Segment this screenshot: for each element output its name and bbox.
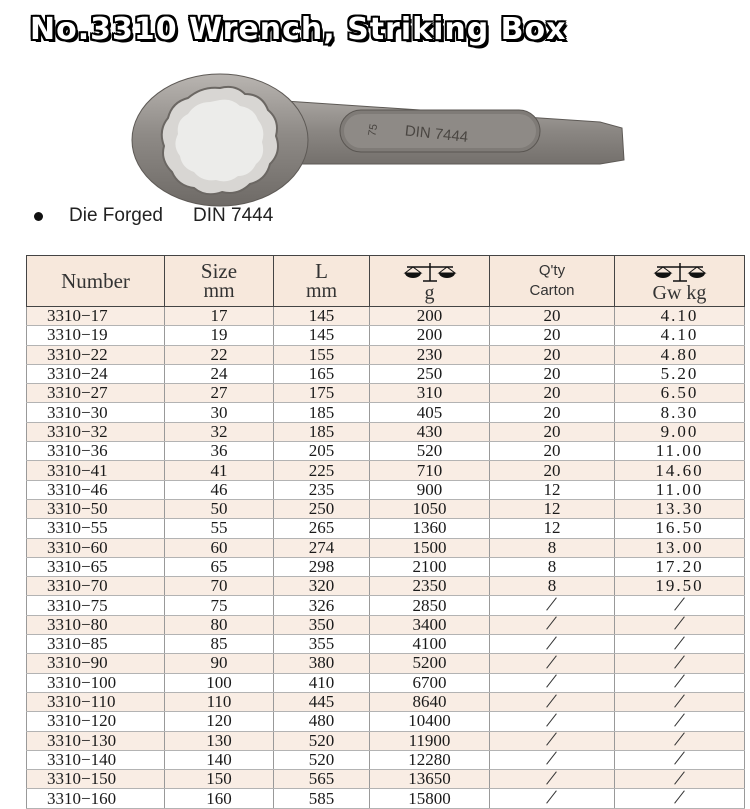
cell-qty: 12	[490, 480, 615, 499]
not-available-mark	[673, 790, 687, 804]
header-weight: g	[370, 256, 490, 307]
cell-length: 175	[274, 384, 370, 403]
cell-size: 19	[165, 326, 274, 345]
page-title: No.3310 Wrench, Striking Box	[30, 12, 567, 47]
table-row	[27, 364, 745, 383]
cell-gw	[615, 673, 745, 692]
cell-gw	[615, 770, 745, 789]
cell-number: 3310−24	[27, 364, 165, 383]
cell-qty: 20	[490, 442, 615, 461]
cell-weight: 250	[370, 364, 490, 383]
cell-size: 75	[165, 596, 274, 615]
cell-number: 3310−41	[27, 461, 165, 480]
cell-size: 130	[165, 731, 274, 750]
cell-gw: 17.20	[615, 557, 745, 576]
cell-qty: 20	[490, 403, 615, 422]
cell-qty	[490, 731, 615, 750]
cell-number: 3310−80	[27, 615, 165, 634]
cell-size: 36	[165, 442, 274, 461]
cell-number: 3310−30	[27, 403, 165, 422]
cell-weight: 230	[370, 345, 490, 364]
cell-gw	[615, 635, 745, 654]
cell-qty	[490, 635, 615, 654]
table-row	[27, 615, 745, 634]
not-available-mark	[545, 597, 559, 611]
scale-icon	[653, 261, 707, 283]
cell-number: 3310−110	[27, 692, 165, 711]
not-available-mark	[673, 674, 687, 688]
not-available-mark	[545, 694, 559, 708]
cell-number: 3310−46	[27, 480, 165, 499]
table-row	[27, 673, 745, 692]
table-row	[27, 692, 745, 711]
cell-weight: 6700	[370, 673, 490, 692]
cell-number: 3310−70	[27, 577, 165, 596]
cell-length: 185	[274, 422, 370, 441]
cell-size: 24	[165, 364, 274, 383]
table-row	[27, 770, 745, 789]
cell-size: 60	[165, 538, 274, 557]
cell-size: 41	[165, 461, 274, 480]
cell-gw: 13.30	[615, 499, 745, 518]
cell-size: 70	[165, 577, 274, 596]
cell-number: 3310−22	[27, 345, 165, 364]
not-available-mark	[673, 771, 687, 785]
cell-qty: 8	[490, 538, 615, 557]
not-available-mark	[545, 713, 559, 727]
not-available-mark	[673, 616, 687, 630]
cell-qty: 20	[490, 384, 615, 403]
cell-weight: 10400	[370, 712, 490, 731]
cell-number: 3310−17	[27, 307, 165, 326]
cell-size: 85	[165, 635, 274, 654]
cell-qty: 20	[490, 364, 615, 383]
cell-gw: 11.00	[615, 480, 745, 499]
cell-number: 3310−27	[27, 384, 165, 403]
cell-qty: 20	[490, 461, 615, 480]
not-available-mark	[673, 597, 687, 611]
cell-weight: 5200	[370, 654, 490, 673]
cell-length: 585	[274, 789, 370, 808]
cell-number: 3310−90	[27, 654, 165, 673]
cell-weight: 405	[370, 403, 490, 422]
header-qty: Q'ty Carton	[490, 256, 615, 307]
cell-number: 3310−65	[27, 557, 165, 576]
cell-length: 480	[274, 712, 370, 731]
cell-qty	[490, 596, 615, 615]
cell-weight: 900	[370, 480, 490, 499]
cell-gw	[615, 615, 745, 634]
table-row	[27, 499, 745, 518]
feature-list	[30, 205, 273, 227]
cell-length: 350	[274, 615, 370, 634]
cell-weight: 2350	[370, 577, 490, 596]
cell-weight: 2100	[370, 557, 490, 576]
cell-gw: 9.00	[615, 422, 745, 441]
cell-gw	[615, 750, 745, 769]
cell-qty: 12	[490, 499, 615, 518]
cell-length: 410	[274, 673, 370, 692]
not-available-mark	[545, 655, 559, 669]
cell-qty	[490, 750, 615, 769]
cell-size: 120	[165, 712, 274, 731]
table-row	[27, 442, 745, 461]
cell-gw: 4.80	[615, 345, 745, 364]
cell-size: 100	[165, 673, 274, 692]
not-available-mark	[545, 771, 559, 785]
cell-length: 265	[274, 519, 370, 538]
cell-length: 520	[274, 750, 370, 769]
table-header-row	[27, 256, 745, 307]
cell-gw: 11.00	[615, 442, 745, 461]
cell-number: 3310−140	[27, 750, 165, 769]
table-row	[27, 557, 745, 576]
cell-size: 55	[165, 519, 274, 538]
wrench-image	[130, 60, 630, 210]
cell-length: 355	[274, 635, 370, 654]
cell-length: 274	[274, 538, 370, 557]
cell-qty: 8	[490, 557, 615, 576]
cell-number: 3310−130	[27, 731, 165, 750]
cell-length: 165	[274, 364, 370, 383]
not-available-mark	[545, 674, 559, 688]
table-row	[27, 326, 745, 345]
cell-length: 145	[274, 307, 370, 326]
table-row	[27, 596, 745, 615]
table-row	[27, 577, 745, 596]
cell-weight: 520	[370, 442, 490, 461]
cell-weight: 2850	[370, 596, 490, 615]
not-available-mark	[673, 751, 687, 765]
table-row	[27, 712, 745, 731]
cell-weight: 1500	[370, 538, 490, 557]
cell-length: 298	[274, 557, 370, 576]
not-available-mark	[545, 751, 559, 765]
cell-length: 445	[274, 692, 370, 711]
cell-number: 3310−75	[27, 596, 165, 615]
cell-gw	[615, 692, 745, 711]
cell-qty	[490, 692, 615, 711]
header-size: Size mm	[165, 256, 274, 307]
cell-weight: 13650	[370, 770, 490, 789]
not-available-mark	[545, 732, 559, 746]
cell-length: 225	[274, 461, 370, 480]
table-row	[27, 307, 745, 326]
cell-size: 17	[165, 307, 274, 326]
table-row	[27, 345, 745, 364]
cell-gw: 13.00	[615, 538, 745, 557]
cell-size: 27	[165, 384, 274, 403]
cell-gw: 14.60	[615, 461, 745, 480]
scale-icon	[403, 261, 457, 283]
cell-weight: 12280	[370, 750, 490, 769]
cell-size: 30	[165, 403, 274, 422]
table-row	[27, 635, 745, 654]
cell-size: 22	[165, 345, 274, 364]
cell-size: 32	[165, 422, 274, 441]
cell-size: 80	[165, 615, 274, 634]
cell-number: 3310−85	[27, 635, 165, 654]
cell-gw	[615, 712, 745, 731]
cell-length: 205	[274, 442, 370, 461]
cell-size: 150	[165, 770, 274, 789]
cell-length: 326	[274, 596, 370, 615]
cell-gw: 16.50	[615, 519, 745, 538]
cell-size: 160	[165, 789, 274, 808]
cell-number: 3310−50	[27, 499, 165, 518]
feature-standard: DIN 7444	[193, 205, 274, 226]
wrench-engraving: DIN 7444	[404, 122, 469, 146]
cell-gw	[615, 731, 745, 750]
table-row	[27, 789, 745, 808]
cell-gw	[615, 654, 745, 673]
cell-gw: 5.20	[615, 364, 745, 383]
cell-qty	[490, 770, 615, 789]
cell-qty: 20	[490, 345, 615, 364]
cell-weight: 3400	[370, 615, 490, 634]
cell-weight: 430	[370, 422, 490, 441]
cell-size: 46	[165, 480, 274, 499]
cell-qty: 20	[490, 307, 615, 326]
wrench-size-mark: 75	[366, 123, 381, 138]
not-available-mark	[545, 790, 559, 804]
cell-gw: 6.50	[615, 384, 745, 403]
cell-qty	[490, 789, 615, 808]
cell-number: 3310−55	[27, 519, 165, 538]
cell-number: 3310−100	[27, 673, 165, 692]
cell-number: 3310−32	[27, 422, 165, 441]
not-available-mark	[545, 616, 559, 630]
cell-gw: 8.30	[615, 403, 745, 422]
cell-weight: 4100	[370, 635, 490, 654]
cell-qty	[490, 654, 615, 673]
table-row	[27, 538, 745, 557]
cell-length: 520	[274, 731, 370, 750]
cell-size: 110	[165, 692, 274, 711]
cell-weight: 310	[370, 384, 490, 403]
cell-gw: 19.50	[615, 577, 745, 596]
spec-table	[26, 255, 745, 809]
header-length: L mm	[274, 256, 370, 307]
header-number: Number	[27, 256, 165, 307]
table-row	[27, 422, 745, 441]
cell-number: 3310−160	[27, 789, 165, 808]
table-row	[27, 519, 745, 538]
cell-gw	[615, 789, 745, 808]
not-available-mark	[545, 636, 559, 650]
cell-number: 3310−19	[27, 326, 165, 345]
cell-length: 155	[274, 345, 370, 364]
cell-number: 3310−150	[27, 770, 165, 789]
cell-size: 140	[165, 750, 274, 769]
cell-length: 250	[274, 499, 370, 518]
cell-gw: 4.10	[615, 307, 745, 326]
cell-length: 145	[274, 326, 370, 345]
cell-length: 320	[274, 577, 370, 596]
cell-length: 185	[274, 403, 370, 422]
table-row	[27, 654, 745, 673]
cell-length: 565	[274, 770, 370, 789]
not-available-mark	[673, 636, 687, 650]
not-available-mark	[673, 655, 687, 669]
cell-qty	[490, 615, 615, 634]
cell-weight: 710	[370, 461, 490, 480]
table-row	[27, 750, 745, 769]
cell-length: 380	[274, 654, 370, 673]
table-row	[27, 731, 745, 750]
cell-number: 3310−36	[27, 442, 165, 461]
cell-qty	[490, 673, 615, 692]
cell-qty	[490, 712, 615, 731]
bullet-icon	[34, 212, 43, 221]
cell-length: 235	[274, 480, 370, 499]
cell-number: 3310−60	[27, 538, 165, 557]
not-available-mark	[673, 713, 687, 727]
table-row	[27, 480, 745, 499]
cell-number: 3310−120	[27, 712, 165, 731]
cell-weight: 200	[370, 326, 490, 345]
cell-weight: 15800	[370, 789, 490, 808]
cell-weight: 8640	[370, 692, 490, 711]
cell-qty: 12	[490, 519, 615, 538]
cell-size: 50	[165, 499, 274, 518]
table-row	[27, 384, 745, 403]
cell-qty: 20	[490, 422, 615, 441]
cell-gw: 4.10	[615, 326, 745, 345]
cell-qty: 20	[490, 326, 615, 345]
cell-weight: 1360	[370, 519, 490, 538]
header-gw: Gw kg	[615, 256, 745, 307]
not-available-mark	[673, 694, 687, 708]
cell-weight: 11900	[370, 731, 490, 750]
cell-qty: 8	[490, 577, 615, 596]
cell-size: 65	[165, 557, 274, 576]
table-row	[27, 461, 745, 480]
cell-weight: 200	[370, 307, 490, 326]
cell-weight: 1050	[370, 499, 490, 518]
table-row	[27, 403, 745, 422]
feature-die-forged: Die Forged	[69, 205, 163, 226]
cell-size: 90	[165, 654, 274, 673]
not-available-mark	[673, 732, 687, 746]
cell-gw	[615, 596, 745, 615]
